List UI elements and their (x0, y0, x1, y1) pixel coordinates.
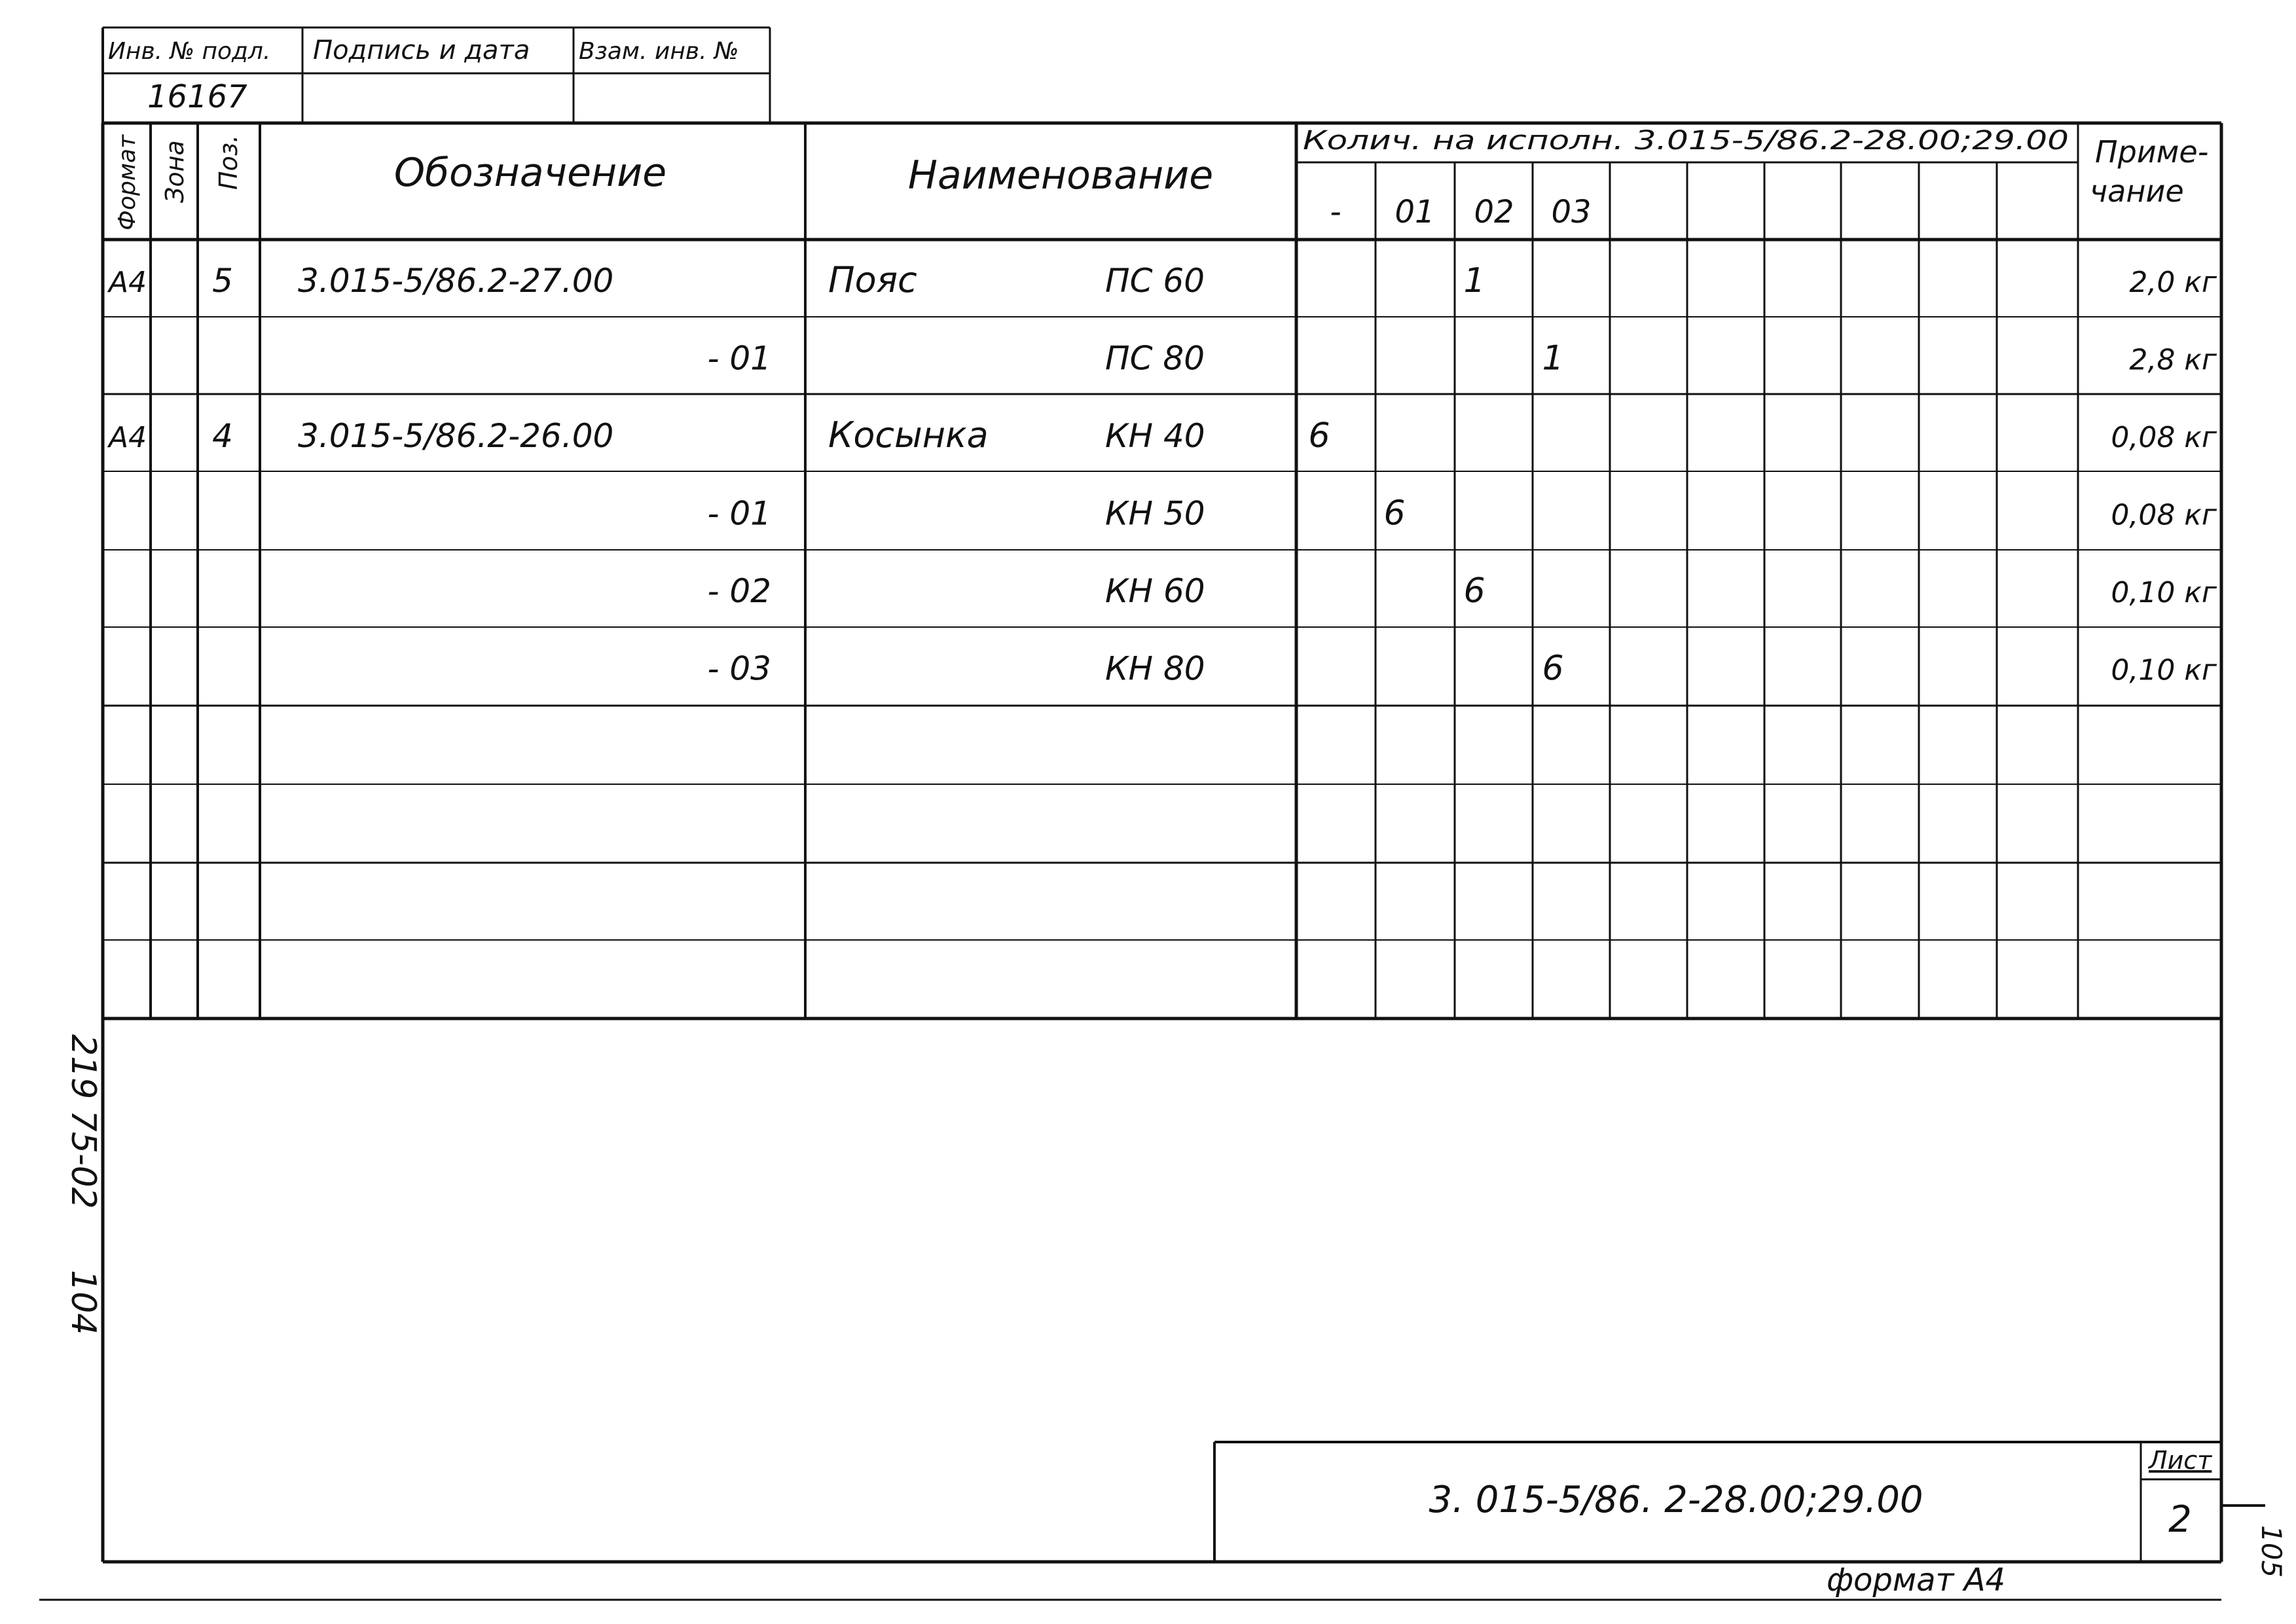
sheet-label: Лист (2149, 1446, 2212, 1475)
table-row (707, 649, 2217, 689)
header-qty-title: Колич. на исполн. 3.015-5/86.2-28.00;29.00 (1303, 126, 2069, 156)
cell-mark: КН 50 (1105, 494, 1205, 533)
cell-suffix: - 03 (707, 649, 771, 688)
cell-mark: КН 40 (1105, 417, 1205, 455)
stamp-inv-value: 16167 (147, 79, 247, 115)
header-pos: Поз. (214, 134, 243, 190)
title-designation: 3. 015-5/86. 2-28.00;29.00 (1429, 1479, 1923, 1521)
stamp-block (103, 27, 770, 123)
header-qty-col-1: 01 (1394, 194, 1435, 230)
cell-designation: 3.015-5/86.2-27.00 (298, 262, 614, 300)
cell-format: А4 (109, 421, 147, 454)
table-body (107, 259, 2217, 689)
cell-mark: КН 60 (1105, 572, 1205, 610)
cell-suffix: - 01 (707, 494, 771, 533)
cell-q3: 6 (1542, 649, 1564, 689)
table-row (107, 414, 2217, 456)
cell-note: 0,08 кг (2111, 421, 2217, 454)
cell-name: Косынка (828, 414, 989, 456)
margin-text-2: 104 (64, 1270, 103, 1335)
cell-format: А4 (109, 266, 147, 299)
table-row (707, 494, 2217, 533)
title-block (1214, 1442, 2221, 1562)
cell-note: 2,0 кг (2129, 266, 2217, 299)
header-name: Наименование (907, 153, 1214, 198)
cell-q2: 6 (1463, 571, 1485, 611)
cell-mark: КН 80 (1105, 649, 1205, 688)
header-qty-col-2: 02 (1474, 194, 1514, 230)
cell-q2: 1 (1463, 261, 1485, 300)
stamp-inv-label: Инв. № подл. (108, 38, 271, 65)
margin-text-1: 219 75-02 (64, 1034, 103, 1209)
cell-note: 0,08 кг (2111, 498, 2217, 532)
cell-designation: 3.015-5/86.2-26.00 (298, 417, 614, 455)
spec-grid (103, 123, 2221, 1019)
cell-pos: 5 (212, 262, 233, 300)
cell-pos: 4 (212, 417, 233, 455)
cell-name: Пояс (828, 259, 917, 300)
header-note: Приме- чание (2090, 134, 2209, 209)
cell-q0: 6 (1308, 416, 1330, 456)
margin-annotations (64, 1034, 103, 1335)
cell-q1: 6 (1383, 494, 1406, 533)
cell-mark: ПС 80 (1105, 339, 1205, 378)
stamp-replace-label: Взам. инв. № (579, 38, 739, 65)
cell-note: 2,8 кг (2129, 343, 2217, 377)
corner-number: 105 (2255, 1525, 2287, 1578)
cell-suffix: - 02 (707, 572, 771, 610)
cell-note: 0,10 кг (2111, 576, 2217, 609)
cell-suffix: - 01 (707, 339, 771, 378)
table-row (707, 339, 2217, 378)
header-zone: Зона (160, 140, 189, 203)
cell-q3: 1 (1542, 338, 1564, 378)
table-header (114, 126, 2218, 230)
footer-format: формат А4 (1827, 1562, 2006, 1598)
header-designation: Обозначение (393, 150, 667, 196)
sheet-number: 2 (2168, 1498, 2192, 1541)
header-qty-col-3: 03 (1551, 194, 1592, 230)
table-row (107, 259, 2217, 300)
cell-mark: ПС 60 (1105, 262, 1205, 300)
table-row (707, 571, 2217, 611)
header-qty-col-0: - (1330, 194, 1341, 230)
header-format: Формат (114, 134, 141, 230)
stamp-sign-label: Подпись и дата (313, 35, 530, 65)
cell-note: 0,10 кг (2111, 653, 2217, 687)
